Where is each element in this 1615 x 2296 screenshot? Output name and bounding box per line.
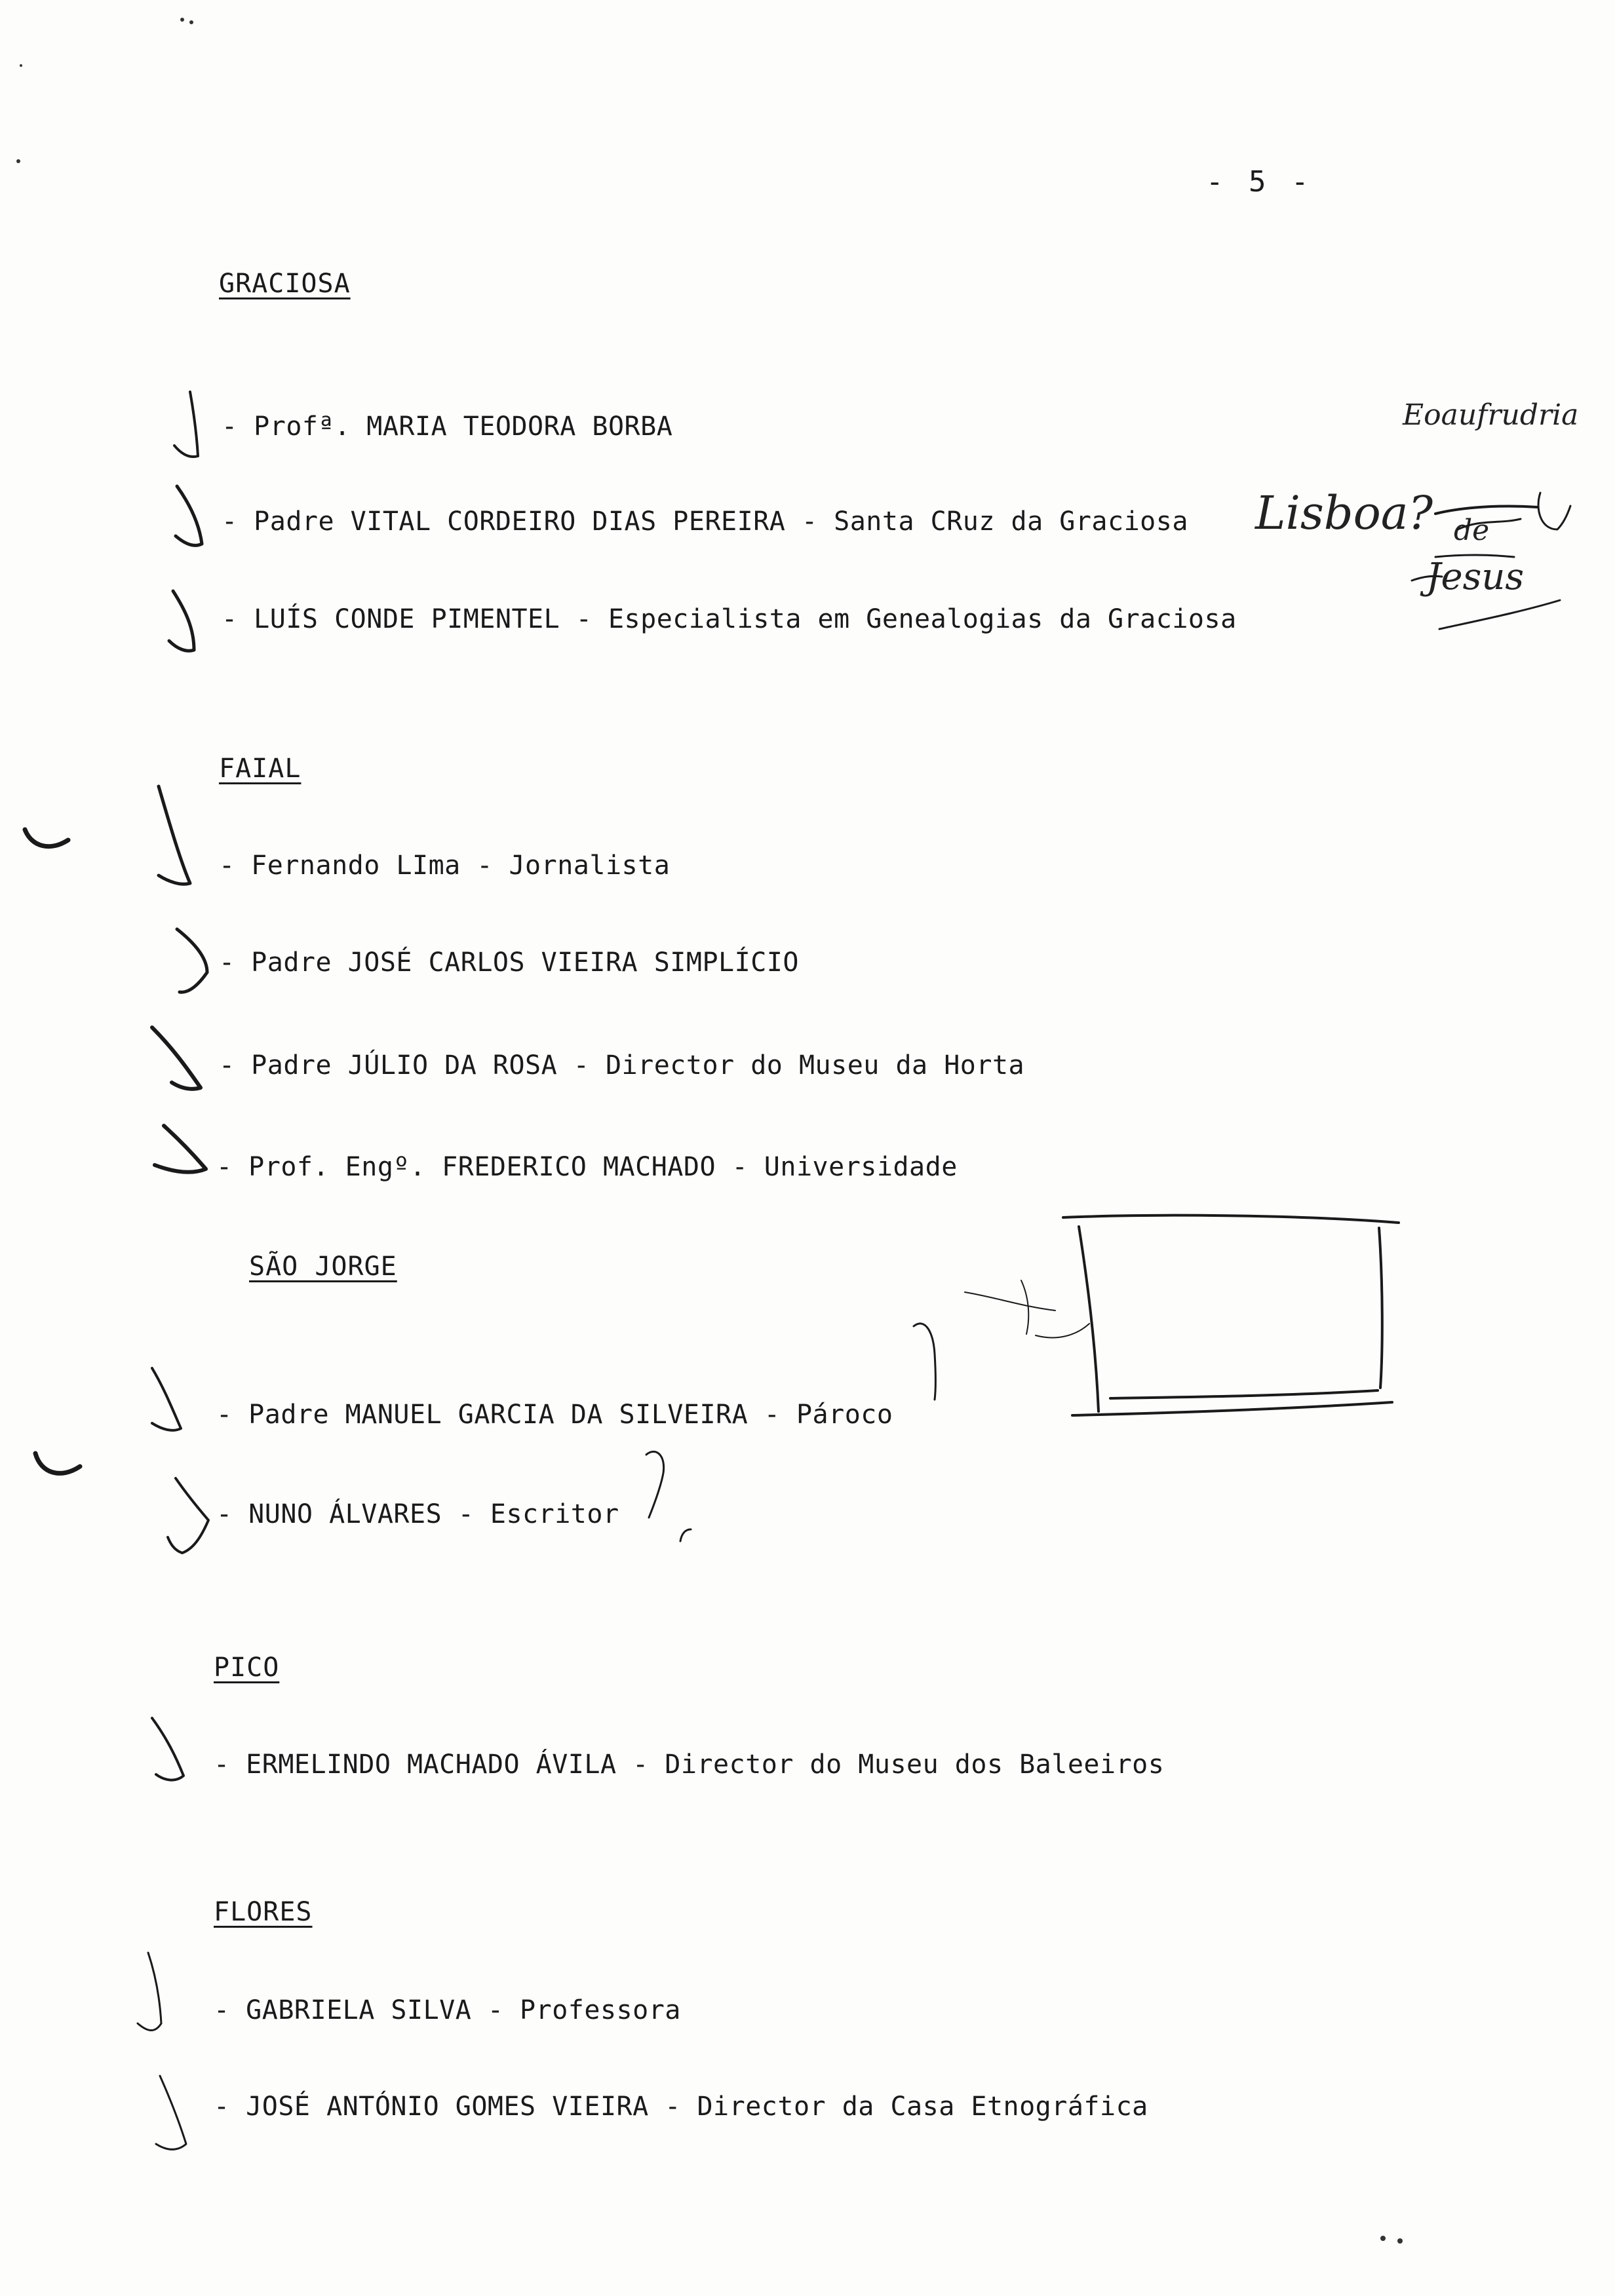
- stray-dot: [16, 159, 20, 163]
- list-item: - Padre MANUEL GARCIA DA SILVEIRA - Pároco: [216, 1400, 893, 1430]
- list-item: - JOSÉ ANTÓNIO GOMES VIEIRA - Director da Casa Etnográfica: [214, 2092, 1148, 2122]
- margin-mark-icon: [25, 830, 68, 847]
- stray-dot: [189, 20, 193, 24]
- handwritten-note: Jesus: [1426, 556, 1525, 598]
- section-heading-graciosa: GRACIOSA: [219, 269, 351, 299]
- list-item: - ERMELINDO MACHADO ÁVILA - Director do Museu dos Baleeiros: [214, 1750, 1165, 1780]
- handwritten-note: de: [1454, 514, 1490, 547]
- tick-mark-icon: [138, 1953, 161, 2031]
- section-heading-sao-jorge: SÃO JORGE: [249, 1252, 397, 1282]
- section-heading-flores: FLORES: [214, 1897, 313, 1927]
- stray-dot: [20, 64, 22, 67]
- list-item: - GABRIELA SILVA - Professora: [214, 1995, 681, 2025]
- list-item: - Fernando LIma - Jornalista: [219, 851, 671, 881]
- tick-mark-icon: [156, 2076, 186, 2149]
- list-item: - Padre JOSÉ CARLOS VIEIRA SIMPLÍCIO: [219, 947, 799, 978]
- tick-mark-icon: [176, 486, 202, 545]
- drawn-box: [1063, 1215, 1399, 1415]
- section-heading-faial: FAIAL: [219, 754, 302, 784]
- list-item: - LUÍS CONDE PIMENTEL - Especialista em Genealogias da Graciosa: [222, 604, 1237, 634]
- list-item: - Prof. Engº. FREDERICO MACHADO - Universidade: [216, 1152, 958, 1182]
- stray-dot: [1380, 2236, 1386, 2241]
- tick-mark-icon: [155, 1126, 206, 1172]
- underline-icon: [1439, 600, 1560, 629]
- section-heading-pico: PICO: [214, 1653, 280, 1683]
- tick-mark-icon: [159, 786, 190, 884]
- tick-mark-icon: [174, 392, 198, 457]
- list-item: - NUNO ÁLVARES - Escritor: [216, 1499, 619, 1529]
- list-item: - Padre VITAL CORDEIRO DIAS PEREIRA - Santa CRuz da Graciosa: [222, 507, 1188, 537]
- scribble-icon: [914, 1324, 936, 1400]
- handwritten-note: Eoaufrudria: [1403, 398, 1579, 432]
- scribble-icon: [680, 1529, 691, 1541]
- scribble-icon: [646, 1451, 664, 1518]
- tick-mark-icon: [169, 591, 194, 651]
- list-item: - Padre JÚLIO DA ROSA - Director do Museu da Horta: [219, 1050, 1025, 1081]
- tick-mark-icon: [152, 1027, 201, 1089]
- page-number: - 5 -: [1206, 165, 1313, 199]
- tick-mark-icon: [152, 1368, 181, 1430]
- scribble-icon: [1538, 493, 1570, 529]
- handwritten-note: Lisboa?: [1255, 486, 1433, 540]
- tick-mark-icon: [152, 1718, 184, 1780]
- scribble-icon: [965, 1280, 1089, 1337]
- list-item: - Profª. MARIA TEODORA BORBA: [222, 411, 673, 442]
- strikethrough-icon: [1435, 506, 1538, 514]
- tick-mark-icon: [177, 929, 207, 992]
- tick-mark-icon: [168, 1478, 208, 1553]
- stray-dot: [180, 18, 184, 22]
- stray-dot: [1397, 2238, 1403, 2244]
- margin-mark-icon: [35, 1453, 80, 1473]
